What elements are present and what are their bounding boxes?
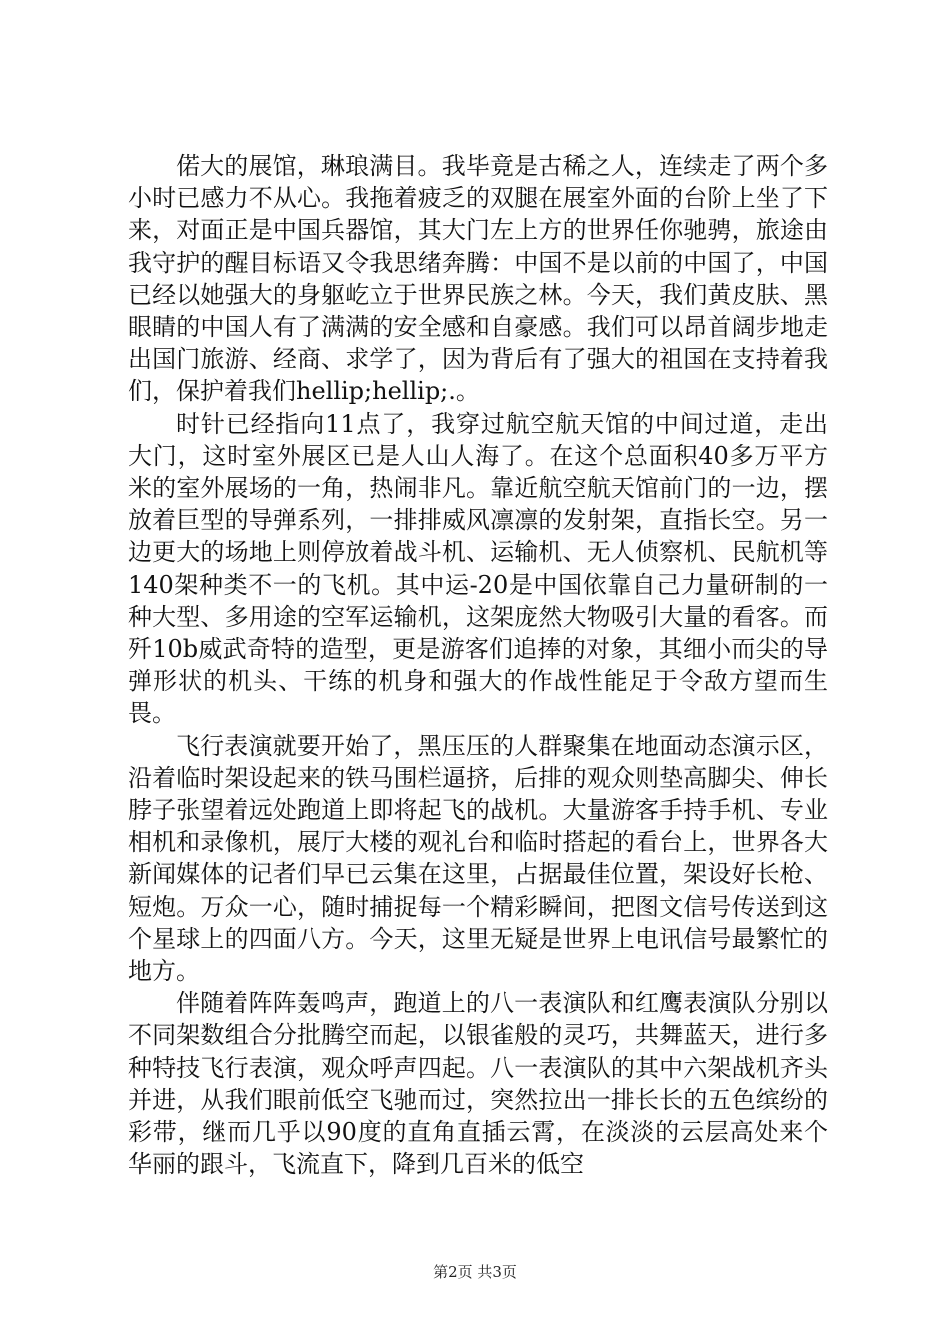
paragraph-3: 飞行表演就要开始了，黑压压的人群聚集在地面动态演示区，沿着临时架设起来的铁马围栏逼挤，后排的观众则垫高脚尖、伸长脖子张望着远处跑道上即将起飞的战机。大量游客手持手机、专业相机和录像机，展厅大楼的观礼台和临时搭起的看台上，世界各大新闻媒体的记者们早已云集在这里，占据最佳位置，架设好长枪、短炮。万众一心，随时捕捉每一个精彩瞬间，把图文信号传送到这个星球上的四面八方。今天，这里无疑是世界上电讯信号最繁忙的地方。 [128, 731, 828, 986]
page-footer: 第2页 共3页 [433, 1263, 517, 1281]
paragraph-4: 伴随着阵阵轰鸣声，跑道上的八一表演队和红鹰表演队分别以不同架数组合分批腾空而起，以银雀般的灵巧，共舞蓝天，进行多种特技飞行表演，观众呼声四起。八一表演队的其中六架战机齐头并进，从我们眼前低空飞驰而过，突然拉出一排长长的五色缤纷的彩带，继而几乎以90度的直角直插云霄，在淡淡的云层高处来个华丽的跟斗，飞流直下，降到几百米的低空 [128, 989, 828, 1179]
paragraph-2: 时针已经指向11点了，我穿过航空航天馆的中间过道，走出大门，这时室外展区已是人山人海了。在这个总面积40多万平方米的室外展场的一角，热闹非凡。靠近航空航天馆前门的一边，摆放着巨型的导弹系列，一排排威风凛凛的发射架，直指长空。另一边更大的场地上则停放着战斗机、运输机、无人侦察机、民航机等140架种类不一的飞机。其中运-20是中国依靠自己力量研制的一种大型、多用途的空军运输机，这架庞然大物吸引大量的看客。而歼10b威武奇特的造型，更是游客们追捧的对象，其细小而尖的导弹形状的机头、干练的机身和强大的作战性能足于令敌方望而生畏。 [128, 409, 828, 728]
paragraph-1: 偌大的展馆，琳琅满目。我毕竟是古稀之人，连续走了两个多小时已感力不从心。我拖着疲乏的双腿在展室外面的台阶上坐了下来，对面正是中国兵器馆，其大门左上方的世界任你驰骋，旅途由我守护的醒目标语又令我思绪奔腾：中国不是以前的中国了，中国已经以她强大的身躯屹立于世界民族之林。今天，我们黄皮肤、黑眼睛的中国人有了满满的安全感和自豪感。我们可以昂首阔步地走出国门旅游、经商、求学了，因为背后有了强大的祖国在支持着我们，保护着我们hellip;hellip;.。 [128, 152, 828, 406]
body-text [128, 150, 828, 1181]
